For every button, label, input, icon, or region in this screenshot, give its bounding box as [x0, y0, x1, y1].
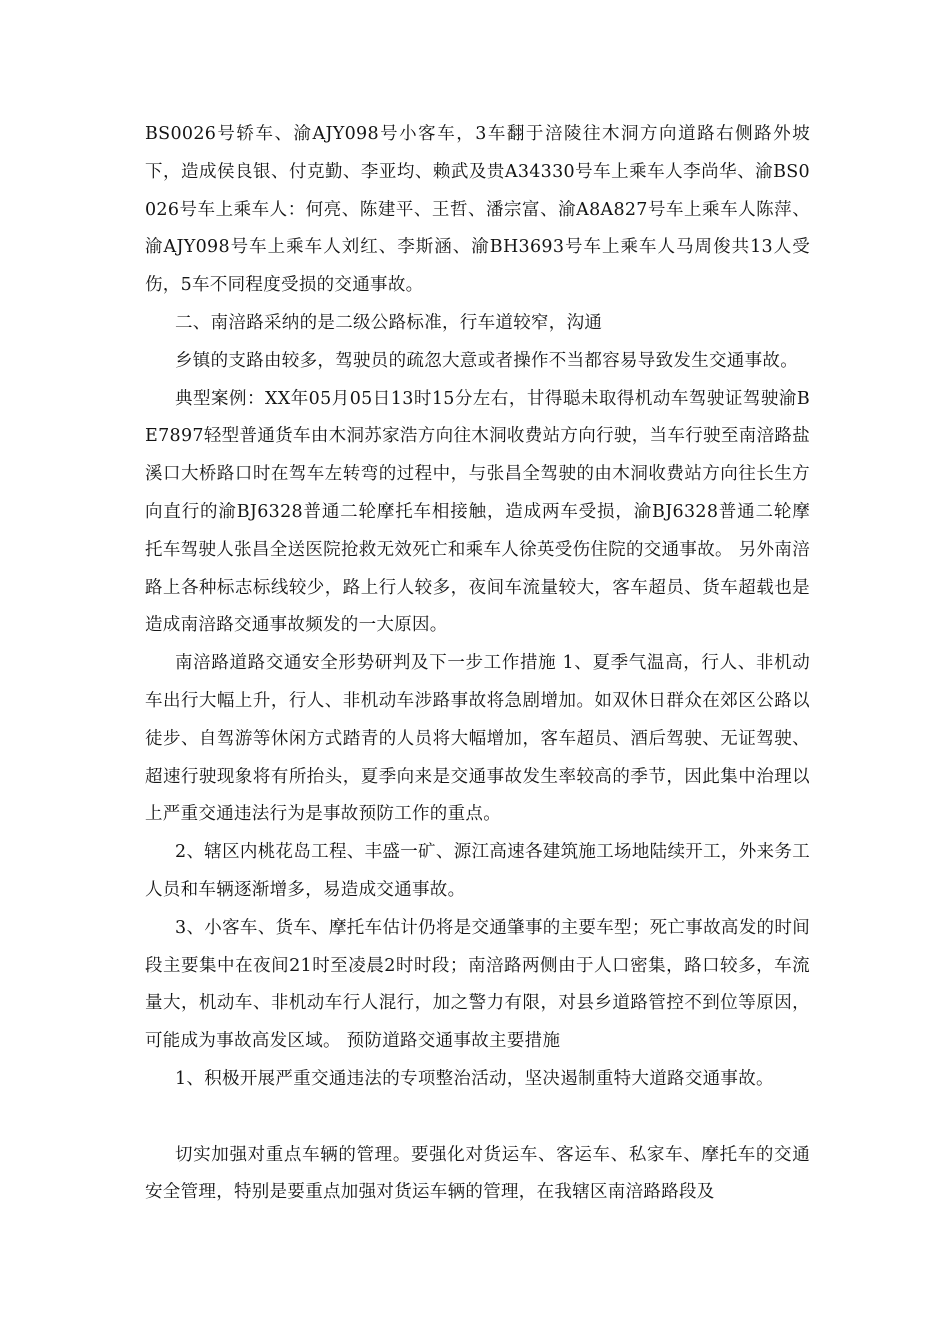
paragraph-branch-roads: 乡镇的支路由较多，驾驶员的疏忽大意或者操作不当都容易导致发生交通事故。 — [175, 350, 798, 371]
document-body — [145, 0, 810, 1212]
paragraph-vehicle-types: 3、小客车、货车、摩托车估计仍将是交通肇事的主要车型；死亡事故高发的时间段主要集中在夜间21时至凌晨2时时段；南涪路两侧由于人口密集，路口较多，车流量大，机动车、非机动车行人混行，加之警力有限，对县乡道路管控不到位等原因，可能成为事故高发区域。 预防道路交通事故主要措施 — [145, 917, 810, 1052]
paragraph-accident-continuation: BS0026号轿车、渝AJY098号小客车，3车翻于涪陵往木洞方向道路右侧路外坡下，造成侯良银、付克勤、李亚均、赖武及贵A34330号车上乘车人李尚华、渝BS0026号车上乘车人：何亮、陈建平、王哲、潘宗富、渝A8A827号车上乘车人陈萍、渝AJY098号车上乘车人刘红、李斯涵、渝BH3693号车上乘车人马周俊共13人受伤，5车不同程度受损的交通事故。 — [145, 124, 810, 296]
paragraph-key-vehicles: 切实加强对重点车辆的管理。要强化对货运车、客运车、私家车、摩托车的交通安全管理，特别是要重点加强对货运车辆的管理，在我辖区南涪路路段及 — [145, 1144, 810, 1203]
paragraph-gap — [145, 1099, 810, 1137]
paragraph-road-standard: 二、南涪路采纳的是二级公路标准，行车道较窄，沟通 — [175, 312, 603, 333]
paragraph-typical-case: 典型案例：XX年05月05日13时15分左右，甘得聪未取得机动车驾驶证驾驶渝BE7897轻型普通货车由木洞苏家浩方向往木洞收费站方向行驶，当车行驶至南涪路盐溪口大桥路口时在驾车左转弯的过程中，与张昌全驾驶的由木洞收费站方向往长生方向直行的渝BJ6328普通二轮摩托车相接触，造成两车受损，渝BJ6328普通二轮摩托车驾驶人张昌全送医院抢救无效死亡和乘车人徐英受伤住院的交通事故。 另外南涪路上各种标志标线较少，路上行人较多，夜间车流量较大，客车超员、货车超载也是造成南涪路交通事故频发的一大原因。 — [145, 388, 810, 636]
paragraph-measure-1: 1、积极开展严重交通违法的专项整治活动，坚决遏制重特大道路交通事故。 — [175, 1068, 774, 1089]
paragraph-construction-sites: 2、辖区内桃花岛工程、丰盛一矿、源江高速各建筑施工场地陆续开工，外来务工人员和车辆逐渐增多，易造成交通事故。 — [145, 842, 810, 900]
paragraph-situation-analysis: 南涪路道路交通安全形势研判及下一步工作措施 1、夏季气温高，行人、非机动车出行大幅上升，行人、非机动车涉路事故将急剧增加。如双休日群众在郊区公路以徒步、自驾游等休闲方式踏青的人员将大幅增加，客车超员、酒后驾驶、无证驾驶、超速行驶现象将有所抬头，夏季向来是交通事故发生率较高的季节，因此集中治理以上严重交通违法行为是事故预防工作的重点。 — [145, 653, 810, 825]
